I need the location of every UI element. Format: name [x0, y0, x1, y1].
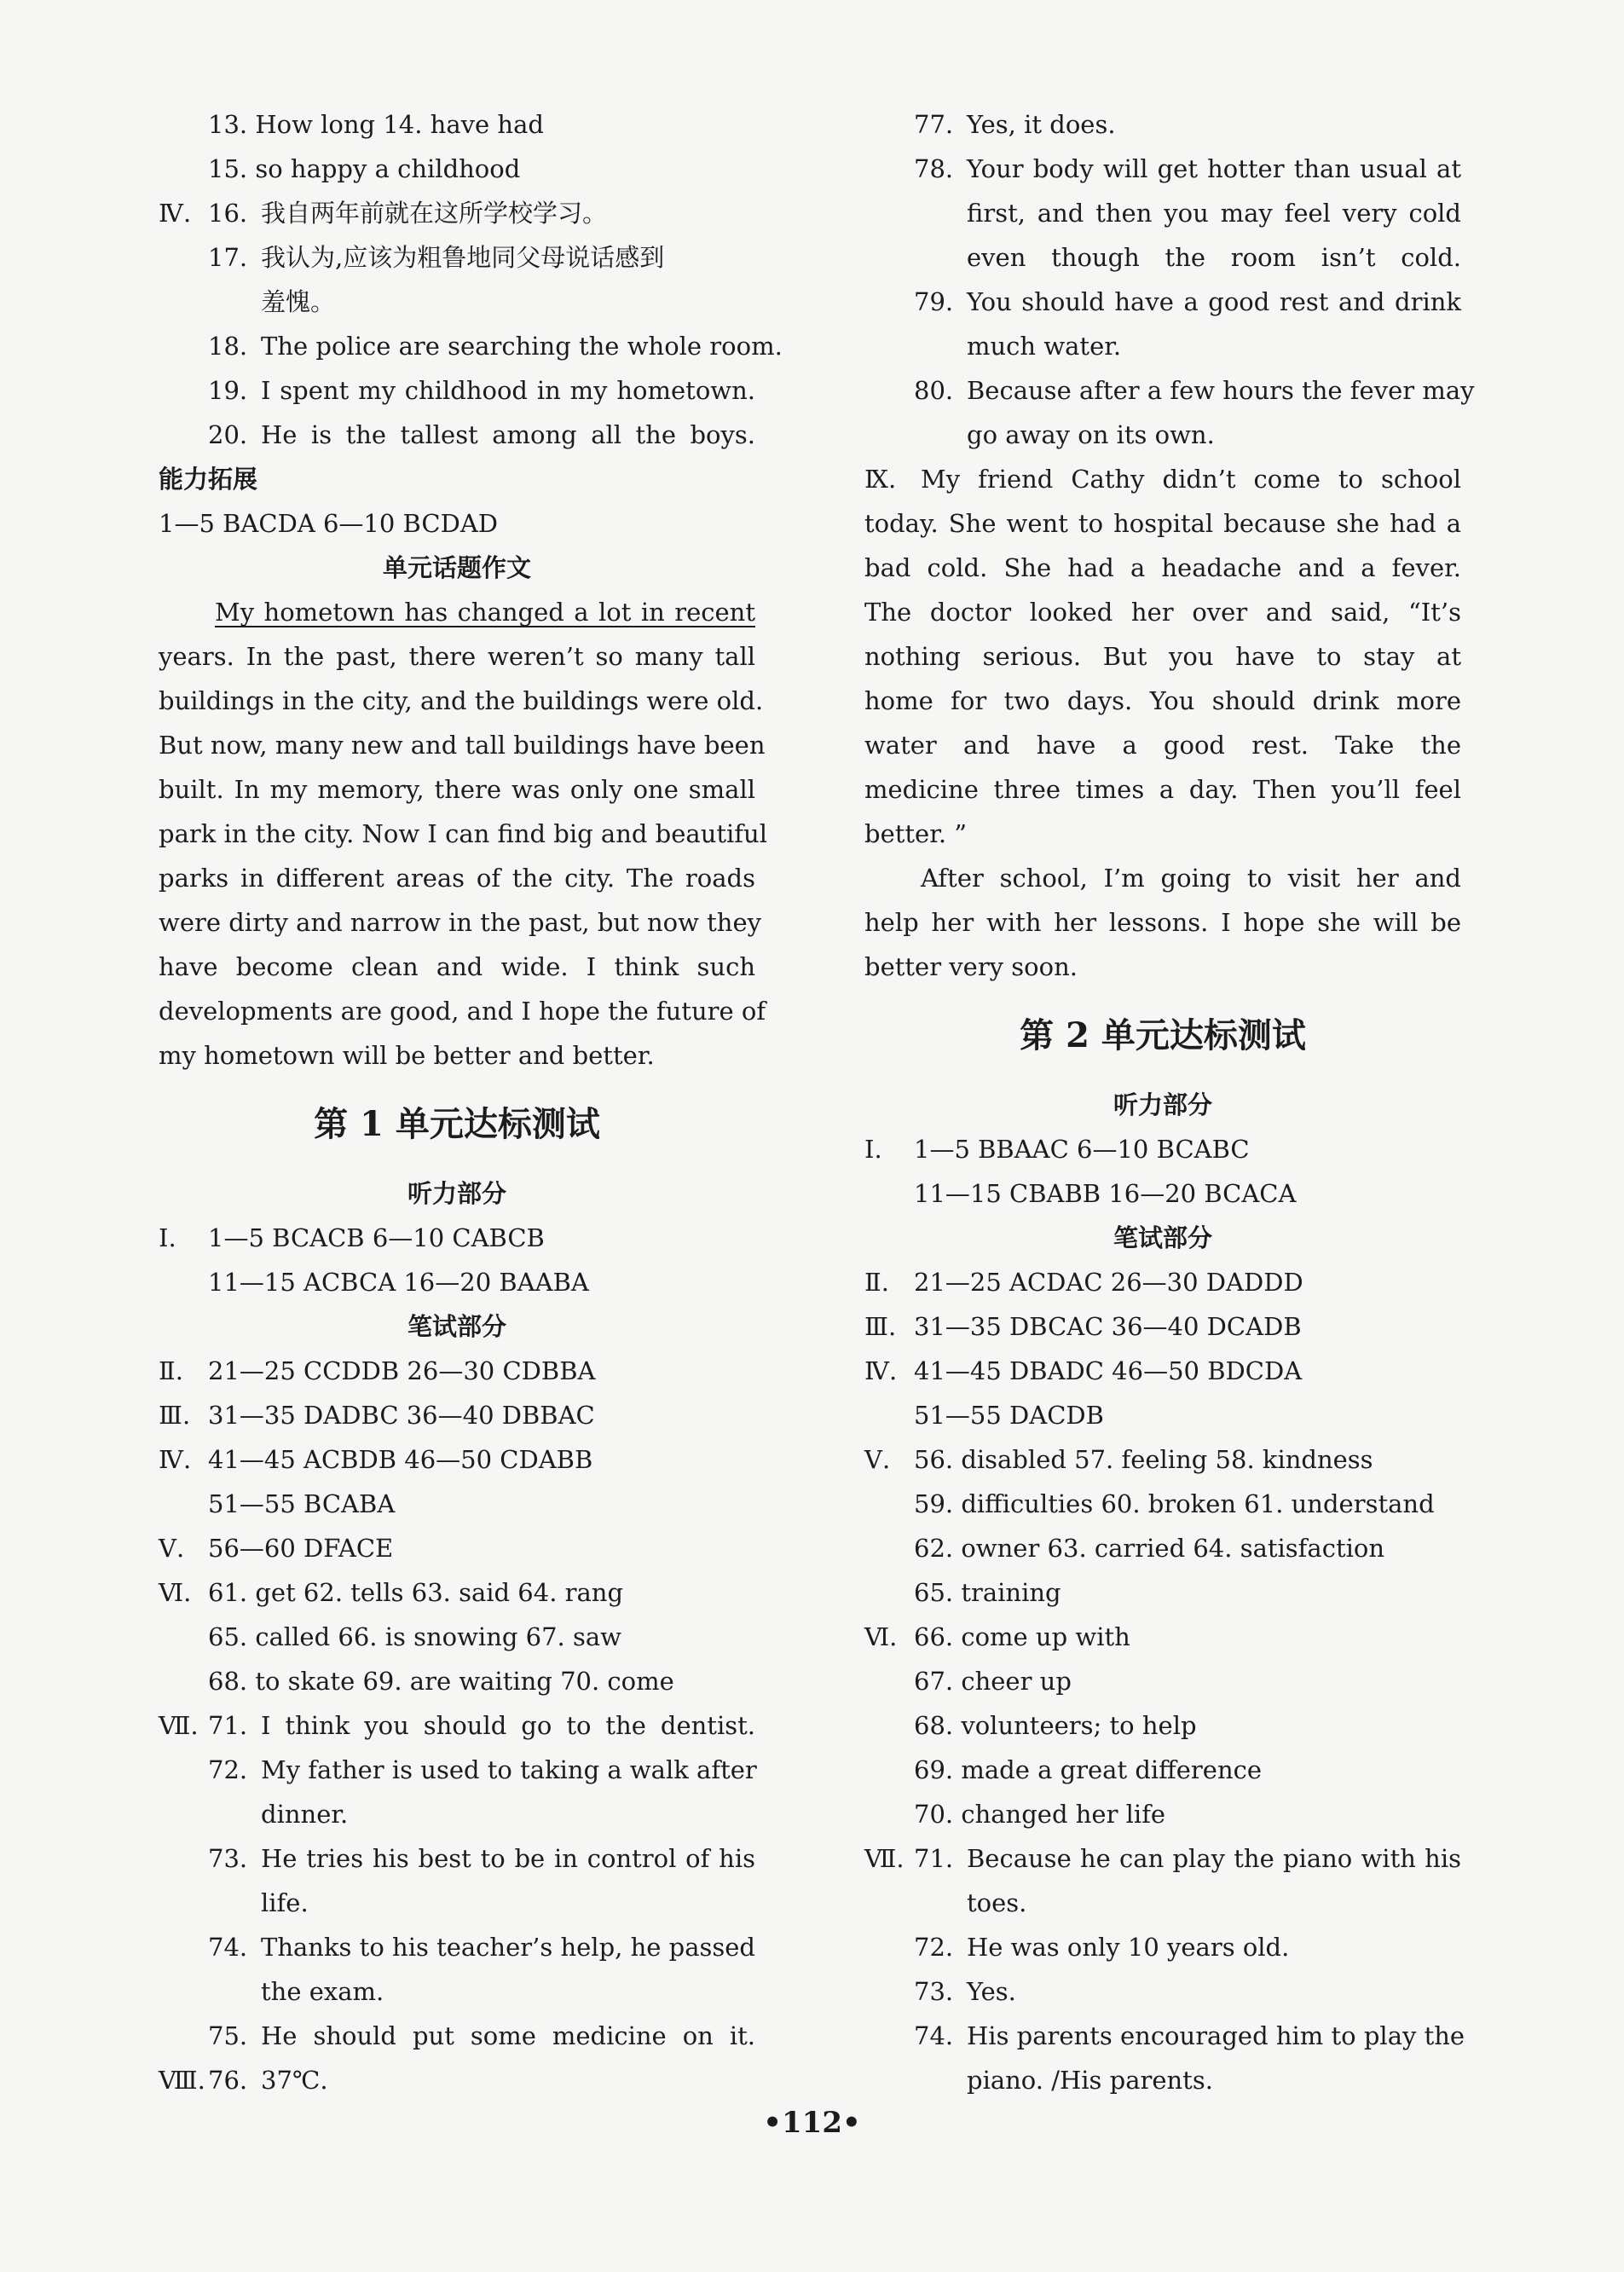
item-text: He tries his best to be in control of his [261, 1844, 755, 1873]
answer-line [159, 324, 783, 368]
answer-line [864, 191, 1461, 235]
answer-line [159, 1482, 755, 1526]
answer-line [159, 147, 755, 191]
answer-line [864, 1925, 1461, 1969]
item-text: 37℃. [261, 2066, 328, 2095]
section-heading: 听力部分 [407, 1179, 506, 1208]
answer-line [159, 1615, 755, 1659]
right-column [864, 102, 1475, 2102]
item-text: 69. made a great difference [914, 1755, 1263, 1784]
essay-line: buildings in the city, and the buildings were old. [159, 686, 764, 715]
item-continuation: much water. [967, 332, 1122, 361]
section-heading: 单元话题作文 [382, 553, 531, 582]
essay-text: The doctor looked her over and said, “It’s [864, 598, 1461, 627]
item-number: 77. [914, 110, 954, 139]
answer-line [864, 1260, 1461, 1304]
answer-line [159, 1925, 755, 1969]
item-text: 56. disabled 57. feeling 58. kindness [914, 1445, 1373, 1474]
answer-line [159, 1659, 755, 1703]
essay-line [864, 679, 1461, 723]
section-marker: Ⅱ. [864, 1268, 889, 1297]
item-continuation: even though the room isn’t cold. [967, 243, 1461, 272]
section-marker: Ⅱ. [159, 1356, 183, 1385]
answer-line [864, 324, 1461, 368]
item-continuation: piano. /His parents. [967, 2066, 1213, 2095]
answer-line [159, 413, 755, 457]
section-marker: Ⅲ. [864, 1312, 897, 1341]
answer-line [159, 1216, 755, 1260]
answer-line [159, 2058, 755, 2102]
item-text: 65. called 66. is snowing 67. saw [208, 1622, 621, 1651]
section-heading: 笔试部分 [1113, 1223, 1212, 1252]
answer-line [864, 1482, 1461, 1526]
answer-line [864, 1615, 1461, 1659]
essay-line [864, 590, 1461, 634]
unit-title: 第 2 单元达标测试 [1020, 1015, 1306, 1055]
essay-line [864, 900, 1461, 945]
answer-line [864, 1748, 1461, 1792]
item-text: Because after a few hours the fever may [967, 376, 1475, 405]
answer-line [159, 280, 755, 324]
answer-line [159, 1881, 755, 1925]
essay-text: better. ” [864, 819, 968, 848]
essay-line: years. In the past, there weren’t so many tall [159, 642, 755, 671]
answer-line [864, 1127, 1461, 1171]
essay-line [864, 546, 1461, 590]
item-number: 72. [914, 1933, 954, 1962]
section-marker: Ⅰ. [159, 1223, 176, 1252]
essay-line: have become clean and wide. I think such [159, 952, 755, 981]
item-text: Your body will get hotter than usual at [967, 154, 1461, 183]
essay-text: After school, I’m going to visit her and [921, 864, 1461, 893]
item-text: He was only 10 years old. [967, 1933, 1290, 1962]
answer-line [864, 2014, 1465, 2058]
answer-line [159, 191, 755, 235]
answer-line [864, 1659, 1461, 1703]
answer-line [864, 1836, 1461, 1881]
essay-line [864, 501, 1461, 546]
item-text: He should put some medicine on it. [261, 2021, 755, 2050]
essay-text: bad cold. She had a headache and a fever. [864, 553, 1461, 582]
item-number: 73. [208, 1844, 248, 1873]
answer-line [864, 1349, 1461, 1393]
item-text: 21—25 CCDDB 26—30 CDBBA [208, 1356, 596, 1385]
answer-line [159, 1836, 755, 1881]
section-marker: Ⅲ. [159, 1401, 191, 1430]
item-text: Because he can play the piano with his [967, 1844, 1461, 1873]
item-text: The police are searching the whole room. [261, 332, 783, 361]
section-marker: Ⅳ. [864, 1356, 898, 1385]
essay-line [864, 457, 1461, 501]
essay-underlined-text: My hometown has changed a lot in recent [215, 598, 755, 627]
section-marker: Ⅴ. [159, 1534, 185, 1563]
essay-line [864, 634, 1461, 679]
answer-line [864, 368, 1475, 413]
essay-line [159, 590, 755, 634]
item-number: 73. [914, 1977, 954, 2006]
item-text: 15. so happy a childhood [208, 154, 521, 183]
item-continuation: the exam. [261, 1977, 384, 2006]
item-text: 61. get 62. tells 63. said 64. rang [208, 1578, 624, 1607]
item-text: 我认为,应该为粗鲁地同父母说话感到 [261, 243, 665, 272]
item-text: 11—15 ACBCA 16—20 BAABA [208, 1268, 589, 1297]
section-heading: 笔试部分 [407, 1312, 506, 1341]
answer-line [159, 1792, 755, 1836]
item-text: 21—25 ACDAC 26—30 DADDD [914, 1268, 1303, 1297]
essay-line: were dirty and narrow in the past, but now they [159, 908, 762, 937]
item-number: 72. [208, 1755, 248, 1784]
answer-line [864, 1969, 1461, 2014]
item-text: 41—45 ACBDB 46—50 CDABB [208, 1445, 593, 1474]
essay-line: parks in different areas of the city. The roads [159, 864, 755, 893]
section-marker: Ⅷ. [159, 2066, 205, 2095]
essay-text: medicine three times a day. Then you’ll feel [864, 775, 1461, 804]
essay-line [864, 767, 1461, 812]
essay-line: built. In my memory, there was only one small [159, 775, 755, 804]
essay-line: But now, many new and tall buildings have been [159, 731, 766, 760]
item-text: 我自两年前就在这所学校学习。 [261, 199, 608, 228]
essay-line [864, 945, 1461, 989]
item-number: 16. [208, 199, 248, 228]
essay-text: better very soon. [864, 952, 1078, 981]
item-text: 67. cheer up [914, 1667, 1072, 1696]
item-text: 59. difficulties 60. broken 61. understand [914, 1489, 1435, 1518]
item-text: 51—55 DACDB [914, 1401, 1104, 1430]
section-marker: Ⅶ. [159, 1711, 199, 1740]
section-heading: 听力部分 [1113, 1090, 1212, 1119]
page-number: •112• [763, 2106, 861, 2140]
item-text: 13. How long 14. have had [208, 110, 544, 139]
item-number: 17. [208, 243, 248, 272]
item-text: 11—15 CBABB 16—20 BCACA [914, 1179, 1297, 1208]
answer-line [864, 147, 1461, 191]
item-text: 1—5 BCACB 6—10 CABCB [208, 1223, 545, 1252]
answer-line [159, 1349, 755, 1393]
section-marker: Ⅳ. [159, 199, 192, 228]
item-text: 51—55 BCABA [208, 1489, 396, 1518]
item-number: 78. [914, 154, 954, 183]
item-text: He is the tallest among all the boys. [261, 420, 755, 449]
item-number: 71. [914, 1844, 954, 1873]
item-text: I spent my childhood in my hometown. [261, 376, 755, 405]
answer-line [864, 1437, 1461, 1482]
answer-line [159, 368, 755, 413]
answer-line [864, 1792, 1461, 1836]
item-text: Thanks to his teacher’s help, he passed [261, 1933, 755, 1962]
item-text: His parents encouraged him to play the [967, 2021, 1465, 2050]
answer-line [864, 1570, 1461, 1615]
item-continuation: dinner. [261, 1800, 349, 1829]
item-text: 70. changed her life [914, 1800, 1166, 1829]
answer-line [864, 1881, 1461, 1925]
item-text: 56—60 DFACE [208, 1534, 394, 1563]
item-text: 62. owner 63. carried 64. satisfaction [914, 1534, 1385, 1563]
item-text: 31—35 DBCAC 36—40 DCADB [914, 1312, 1302, 1341]
section-marker: Ⅵ. [159, 1578, 192, 1607]
left-column [159, 102, 783, 2102]
item-text: 66. come up with [914, 1622, 1130, 1651]
section-marker: Ⅳ. [159, 1445, 192, 1474]
item-number: 76. [208, 2066, 248, 2095]
answer-line [864, 413, 1461, 457]
item-text: 1—5 BBAAC 6—10 BCABC [914, 1135, 1250, 1164]
item-continuation: life. [261, 1888, 309, 1917]
answer-line [864, 1703, 1461, 1748]
answer-line [159, 1437, 755, 1482]
item-text: 65. training [914, 1578, 1061, 1607]
essay-line [864, 812, 1461, 856]
essay-text: My friend Cathy didn’t come to school [921, 465, 1461, 494]
item-number: 71. [208, 1711, 248, 1740]
essay-line: my hometown will be better and better. [159, 1041, 655, 1070]
item-number: 20. [208, 420, 248, 449]
item-text: My father is used to taking a walk after [261, 1755, 757, 1784]
section-marker: Ⅸ. [864, 465, 897, 494]
item-text: 31—35 DADBC 36—40 DBBAC [208, 1401, 595, 1430]
essay-line: park in the city. Now I can find big and beautiful [159, 819, 767, 848]
item-continuation: toes. [967, 1888, 1027, 1917]
section-marker: Ⅶ. [864, 1844, 904, 1873]
item-number: 74. [208, 1933, 248, 1962]
answer-line [864, 280, 1461, 324]
essay-line [864, 856, 1461, 900]
section-heading: 能力拓展 [159, 465, 258, 494]
item-number: 74. [914, 2021, 954, 2050]
essay-text: today. She went to hospital because she had a [864, 509, 1461, 538]
item-text: 68. to skate 69. are waiting 70. come [208, 1667, 674, 1696]
answer-line [159, 1703, 755, 1748]
essay-line [864, 723, 1461, 767]
answer-line [864, 102, 1461, 147]
section-marker: Ⅴ. [864, 1445, 891, 1474]
answer-line [864, 1526, 1461, 1570]
essay-text: nothing serious. But you have to stay at [864, 642, 1461, 671]
item-number: 75. [208, 2021, 248, 2050]
essay-text: water and have a good rest. Take the [864, 731, 1461, 760]
item-number: 18. [208, 332, 248, 361]
item-text: Yes, it does. [967, 110, 1116, 139]
essay-text: home for two days. You should drink more [864, 686, 1461, 715]
item-continuation: 羞愧。 [261, 287, 336, 316]
answer-line [864, 1171, 1461, 1216]
answer-line [159, 1526, 755, 1570]
unit-title: 第 1 单元达标测试 [314, 1104, 600, 1144]
answer-line [159, 1969, 755, 2014]
item-continuation: go away on its own. [967, 420, 1215, 449]
item-number: 79. [914, 287, 954, 316]
answer-line [159, 1748, 755, 1792]
answer-line [159, 102, 755, 147]
answer-line [159, 235, 755, 280]
essay-line: developments are good, and I hope the future of [159, 997, 766, 1026]
item-text: 41—45 DBADC 46—50 BDCDA [914, 1356, 1303, 1385]
answer-line [864, 1304, 1461, 1349]
answer-line [159, 1260, 755, 1304]
item-text: Yes. [967, 1977, 1016, 2006]
answer-line: 1—5 BACDA 6—10 BCDAD [159, 509, 499, 538]
section-marker: Ⅵ. [864, 1622, 898, 1651]
answer-line [864, 2058, 1461, 2102]
item-text: You should have a good rest and drink [967, 287, 1461, 316]
item-number: 80. [914, 376, 954, 405]
section-marker: Ⅰ. [864, 1135, 882, 1164]
item-text: I think you should go to the dentist. [261, 1711, 755, 1740]
answer-line [864, 235, 1461, 280]
item-text: 68. volunteers; to help [914, 1711, 1197, 1740]
item-continuation: first, and then you may feel very cold [967, 199, 1461, 228]
essay-text: help her with her lessons. I hope she will be [864, 908, 1461, 937]
answer-line [159, 2014, 755, 2058]
answer-line [864, 1393, 1461, 1437]
answer-line [159, 1393, 755, 1437]
answer-line [159, 1570, 755, 1615]
item-number: 19. [208, 376, 248, 405]
